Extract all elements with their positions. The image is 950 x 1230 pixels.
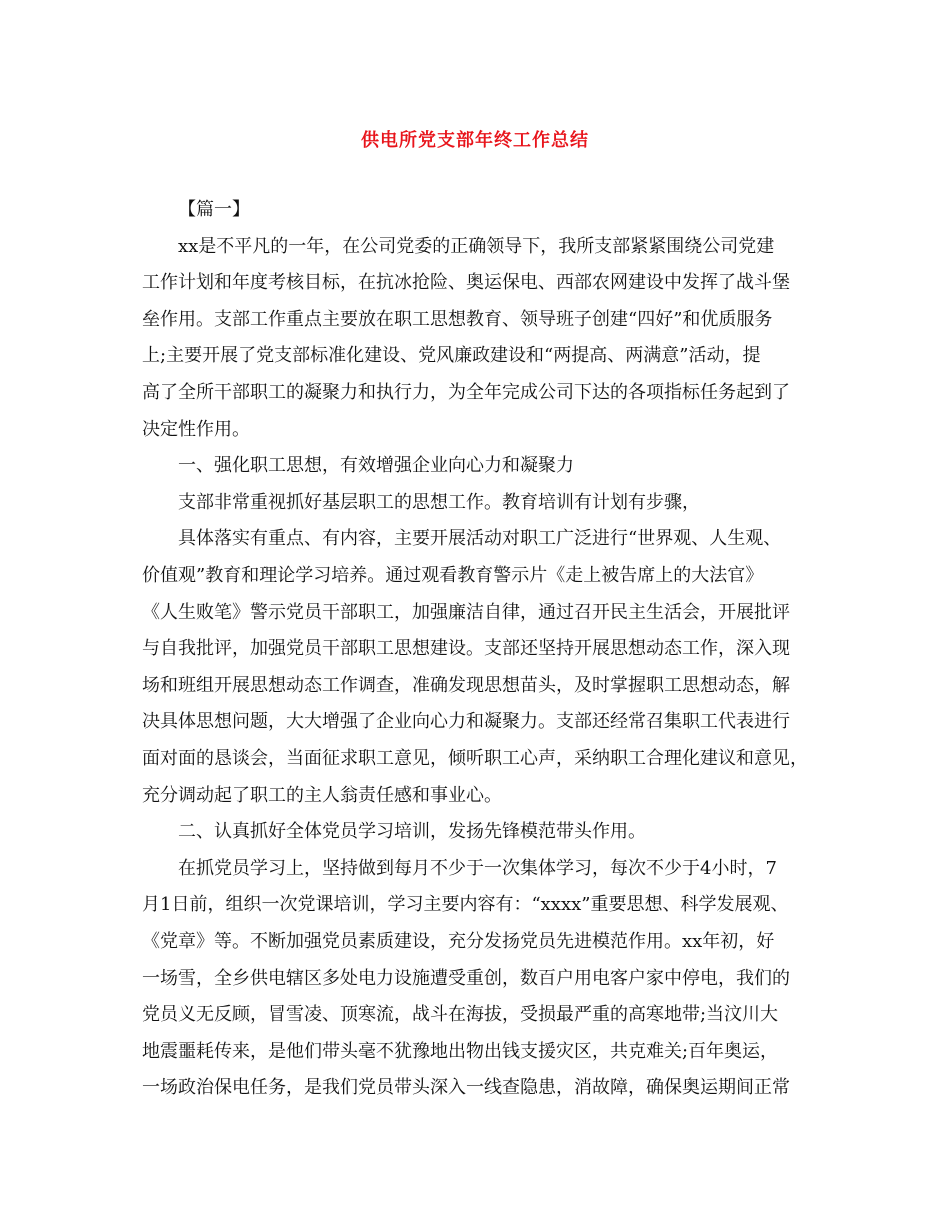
- text-line: 与自我批评，加强党员干部职工思想建设。支部还坚持开展思想动态工作，深入现: [142, 638, 790, 660]
- text-line: 场和班组开展思想动态工作调查，准确发现思想苗头，及时掌握职工思想动态，解: [142, 674, 790, 696]
- text-line: 具体落实有重点、有内容，主要开展活动对职工广泛进行“世界观、人生观、: [178, 528, 782, 550]
- text-line: 垒作用。支部工作重点主要放在职工思想教育、领导班子创建“四好”和优质服务: [142, 308, 773, 330]
- text-line: 高了全所干部职工的凝聚力和执行力，为全年完成公司下达的各项指标任务起到了: [142, 382, 790, 403]
- text-line: xx是不平凡的一年，在公司党委的正确领导下，我所支部紧紧围绕公司党建: [178, 235, 775, 257]
- text-line: 《人生败笔》警示党员干部职工，加强廉洁自律，通过召开民主生活会，开展批评: [142, 601, 790, 623]
- text-line: 【篇一】: [178, 199, 250, 220]
- text-line: 一、强化职工思想，有效增强企业向心力和凝聚力: [178, 455, 574, 477]
- text-line: 一场政治保电任务，是我们党员带头深入一线查隐患，消故障，确保奥运期间正常: [142, 1077, 790, 1099]
- document-title: 供电所党支部年终工作总结: [361, 130, 589, 151]
- text-line: 上;主要开展了党支部标准化建设、党风廉政建设和“两提高、两满意”活动，提: [142, 345, 761, 367]
- text-line: 党员义无反顾，冒雪凌、顶寒流，战斗在海拔，受损最严重的高寒地带;当汶川大: [142, 1004, 779, 1026]
- text-line: 在抓党员学习上，坚持做到每月不少于一次集体学习，每次不少于4小时，7: [178, 857, 777, 879]
- text-line: 决具体思想问题，大大增强了企业向心力和凝聚力。支部还经常召集职工代表进行: [142, 711, 790, 733]
- text-line: 地震噩耗传来，是他们带头毫不犹豫地出物出钱支援灾区，共克难关;百年奥运，: [142, 1040, 779, 1062]
- text-line: 决定性作用。: [142, 418, 250, 440]
- text-line: 月1日前，组织一次党课培训，学习主要内容有：“xxxx”重要思想、科学发展观、: [142, 894, 789, 916]
- text-line: 一场雪，全乡供电辖区多处电力设施遭受重创，数百户用电客户家中停电，我们的: [142, 967, 790, 989]
- text-line: 工作计划和年度考核目标，在抗冰抢险、奥运保电、西部农网建设中发挥了战斗堡: [142, 272, 790, 294]
- text-line: 二、认真抓好全体党员学习培训，发扬先锋模范带头作用。: [178, 821, 646, 843]
- text-line: 《党章》等。不断加强党员素质建设，充分发扬党员先进模范作用。xx年初，好: [142, 931, 775, 952]
- text-line: 支部非常重视抓好基层职工的思想工作。教育培训有计划有步骤，: [178, 491, 700, 513]
- text-line: 面对面的恳谈会，当面征求职工意见，倾听职工心声，采纳职工合理化建议和意见，: [142, 748, 808, 769]
- text-line: 价值观”教育和理论学习培养。通过观看教育警示片《走上被告席上的大法官》: [142, 565, 764, 586]
- text-line: 充分调动起了职工的主人翁责任感和事业心。: [142, 784, 502, 806]
